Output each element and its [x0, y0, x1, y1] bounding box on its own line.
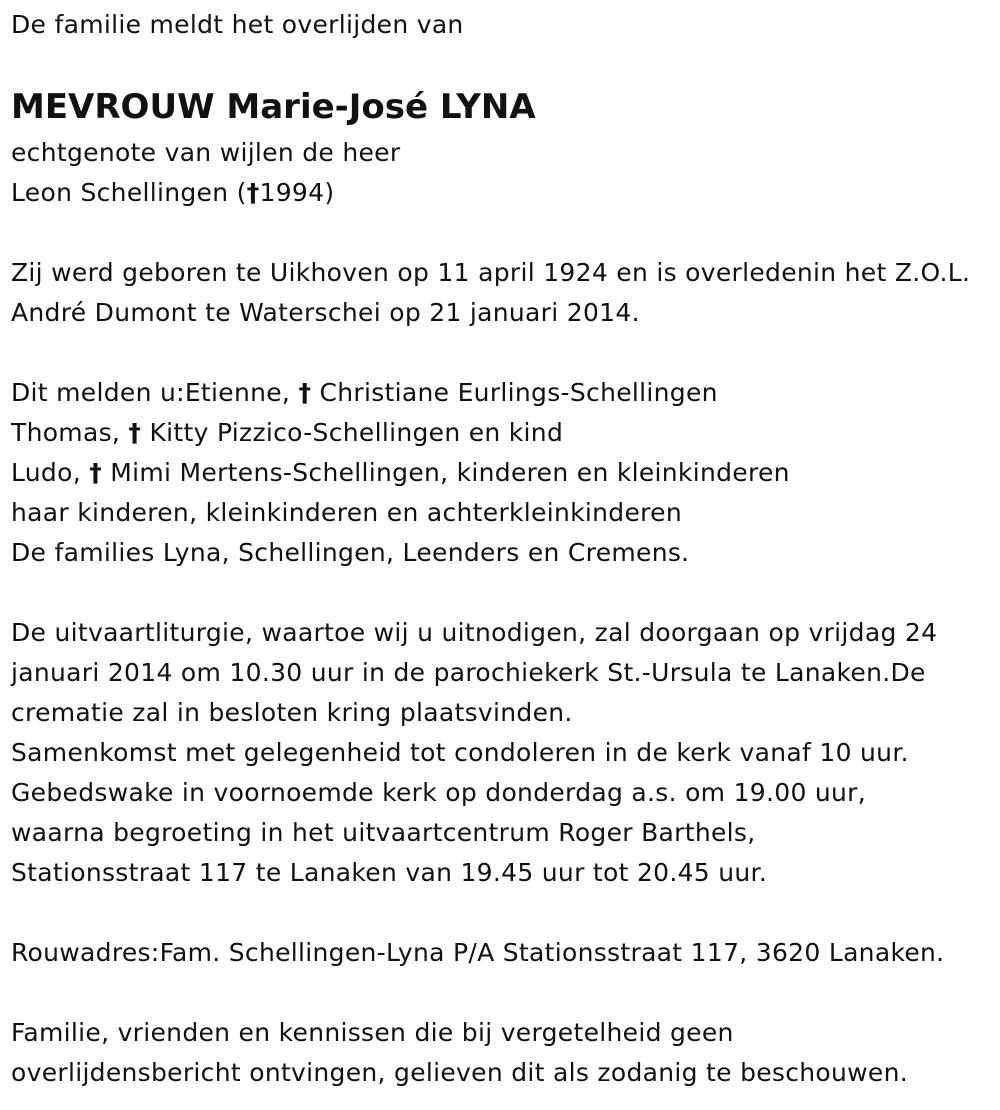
cross-icon: † — [89, 458, 103, 487]
mourning-address: Rouwadres:Fam. Schellingen-Lyna P/A Stationsstraat 117, 3620 Lanaken. — [11, 938, 945, 967]
family-name: Thomas, — [11, 418, 121, 447]
family-line-5: De families Lyna, Schellingen, Leenders en Cremens. — [11, 538, 690, 567]
closing-line-2: overlijdensbericht ontvingen, gelieven dit als zodanig te beschouwen. — [11, 1058, 908, 1087]
spouse-name-line — [11, 173, 334, 213]
birth-line-2: André Dumont te Waterschei op 21 januari 2014. — [11, 298, 640, 327]
cross-icon: † — [128, 418, 142, 447]
spouse-death-year: 1994) — [259, 178, 335, 207]
funeral-line-6: waarna begroeting in het uitvaartcentrum Roger Barthels, — [11, 818, 756, 847]
intro-text: De familie meldt het overlijden van — [11, 10, 464, 39]
family-name: Ludo, — [11, 458, 81, 487]
family-name: Dit melden u:Etienne, — [11, 378, 291, 407]
funeral-line-4: Samenkomst met gelegenheid tot condoleren in de kerk vanaf 10 uur. — [11, 738, 909, 767]
family-line-4: haar kinderen, kleinkinderen en achterkleinkinderen — [11, 498, 683, 527]
funeral-line-7: Stationsstraat 117 te Lanaken van 19.45 uur tot 20.45 uur. — [11, 858, 768, 887]
spouse-line: echtgenote van wijlen de heer — [11, 138, 401, 167]
family-name: Mimi Mertens-Schellingen, kinderen en kleinkinderen — [110, 458, 790, 487]
cross-icon: † — [298, 378, 312, 407]
funeral-line-2: januari 2014 om 10.30 uur in de parochiekerk St.-Ursula te Lanaken.De — [11, 658, 926, 687]
family-line-3 — [11, 453, 790, 493]
closing-line-1: Familie, vrienden en kennissen die bij vergetelheid geen — [11, 1018, 734, 1047]
family-name: Christiane Eurlings-Schellingen — [319, 378, 718, 407]
funeral-line-3: crematie zal in besloten kring plaatsvinden. — [11, 698, 573, 727]
family-line-1 — [11, 373, 718, 413]
deceased-name: MEVROUW Marie-José LYNA — [11, 87, 536, 127]
spouse-name: Leon Schellingen ( — [11, 178, 247, 207]
family-line-2 — [11, 413, 563, 453]
cross-icon: † — [246, 178, 260, 207]
birth-line-1: Zij werd geboren te Uikhoven op 11 april 1924 en is overledenin het Z.O.L. — [11, 258, 971, 287]
funeral-line-5: Gebedswake in voornoemde kerk op donderdag a.s. om 19.00 uur, — [11, 778, 867, 807]
family-name: Kitty Pizzico-Schellingen en kind — [149, 418, 564, 447]
funeral-line-1: De uitvaartliturgie, waartoe wij u uitnodigen, zal doorgaan op vrijdag 24 — [11, 618, 938, 647]
